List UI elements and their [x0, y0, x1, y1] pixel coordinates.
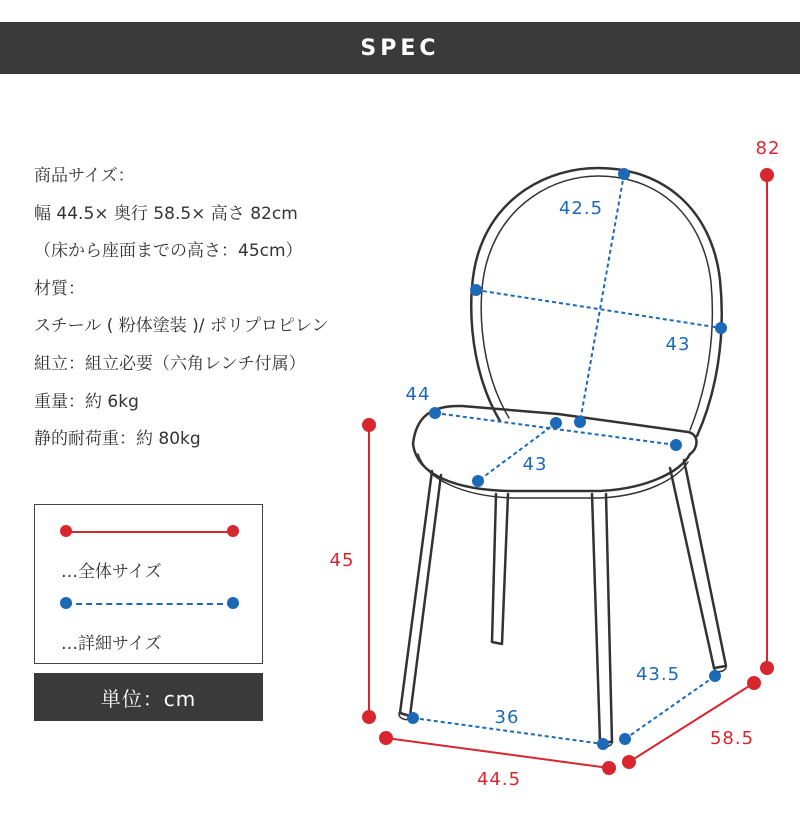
- leg-span-depth-line: [625, 676, 715, 739]
- spec-load-capacity: 静的耐荷重：約 80kg: [34, 429, 201, 450]
- seat-width-label: 44: [405, 384, 431, 405]
- seat-depth-dot-back: [550, 417, 562, 429]
- seat-width-dot-left: [429, 407, 441, 419]
- leg-span-width-dot-right: [597, 738, 609, 750]
- height-total-dot-bottom: [761, 662, 773, 674]
- spec-size-values: 幅 44.5× 奥行 58.5× 高さ 82cm: [34, 203, 298, 224]
- chair-leg-front-right: [592, 494, 612, 742]
- leg-span-width-label: 36: [494, 707, 520, 728]
- chair-leg-back-left: [492, 494, 508, 644]
- chair-illustration: [399, 168, 726, 747]
- page-title: SPEC: [360, 35, 440, 61]
- seat-height-dot-bottom: [363, 711, 375, 723]
- back-height-dot-bottom: [574, 416, 586, 428]
- spec-seat-height: （床から座面までの高さ：45cm）: [34, 241, 303, 262]
- height-total-dot-top: [761, 169, 773, 181]
- chair-seat-top: [413, 406, 697, 454]
- full-size-lines: [363, 169, 773, 774]
- legend-full-label: …全体サイズ: [61, 562, 162, 582]
- back-width-label: 43: [665, 334, 691, 355]
- seat-width-dot-right: [670, 439, 682, 451]
- depth-total-dot-right: [748, 677, 760, 689]
- chair-leg-back-right: [670, 460, 726, 668]
- spec-assembly: 組立：組立必要（六角レンチ付属）: [34, 353, 306, 374]
- chair-leg-front-left: [400, 471, 441, 716]
- leg-span-depth-label: 43.5: [635, 664, 681, 685]
- spec-size-heading: 商品サイズ：: [34, 166, 135, 186]
- width-total-dot-right: [603, 762, 615, 774]
- back-width-dot-right: [715, 322, 727, 334]
- detail-size-dots: [407, 168, 727, 750]
- seat-depth-label: 43: [522, 454, 548, 475]
- leg-span-width-dot-left: [407, 712, 419, 724]
- legend-detail-label: …詳細サイズ: [61, 634, 162, 654]
- seat-height-label: 45: [329, 550, 355, 571]
- width-total-label: 44.5: [476, 769, 522, 790]
- depth-total-dot-left: [623, 756, 635, 768]
- seat-height-dot-top: [363, 419, 375, 431]
- depth-total-label: 58.5: [709, 728, 755, 749]
- chair-seat-front: [413, 444, 690, 491]
- spec-material-heading: 材質：: [34, 278, 85, 299]
- back-width-dot-left: [470, 284, 482, 296]
- width-total-line: [386, 738, 609, 768]
- back-height-dot-top: [618, 168, 630, 180]
- width-total-dot-left: [380, 732, 392, 744]
- spec-weight: 重量：約 6kg: [34, 391, 139, 412]
- unit-label: 単位：cm: [100, 686, 197, 711]
- height-total-label: 82: [755, 138, 781, 159]
- seat-depth-dot-front: [472, 475, 484, 487]
- detail-size-lines: [413, 174, 721, 744]
- back-height-label: 42.5: [558, 198, 604, 219]
- leg-span-depth-dot-back: [709, 670, 721, 682]
- leg-span-depth-dot-front: [619, 733, 631, 745]
- spec-material-values: スチール ( 粉体塗装 )/ ポリプロピレン: [34, 316, 329, 337]
